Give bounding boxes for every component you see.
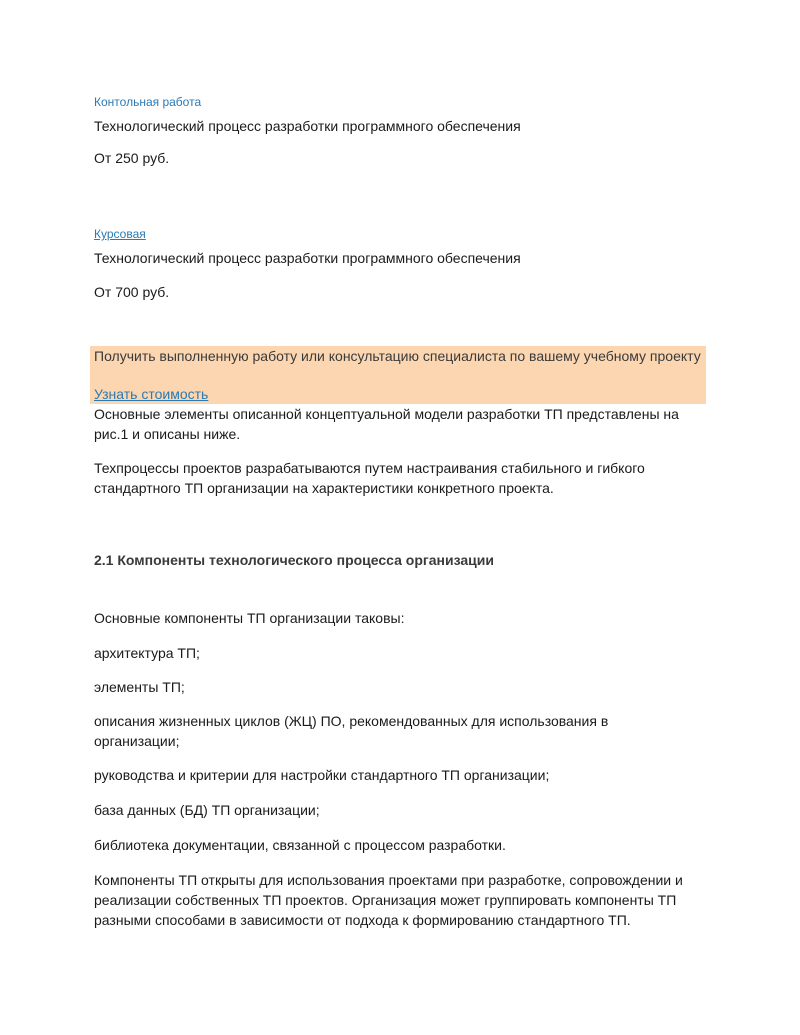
offer-title: Технологический процесс разработки программного обеспечения	[94, 118, 521, 134]
section-heading	[94, 550, 714, 570]
list-item	[94, 800, 714, 820]
offer-card-1	[94, 94, 714, 168]
offer-card-2	[94, 226, 714, 302]
section-title: 2.1 Компоненты технологического процесса организации	[94, 552, 494, 568]
list-item-text: описания жизненных циклов (ЖЦ) ПО, рекомендованных для использования в организации;	[94, 713, 609, 749]
list-item	[94, 643, 714, 663]
offer-price: От 700 руб.	[94, 284, 170, 300]
offer-price: От 250 руб.	[94, 150, 170, 166]
list-item	[94, 711, 694, 751]
paragraph-text: Основные элементы описанной концептуальной модели разработки ТП представлены на рис.1 и описаны ниже.	[94, 406, 679, 442]
promo-text: Получить выполненную работу или консультацию специалиста по вашему учебному проекту	[94, 348, 701, 364]
section-intro	[94, 608, 714, 628]
body-paragraph-2	[94, 458, 706, 498]
list-item-text: библиотека документации, связанной с процессом разработки.	[94, 837, 506, 853]
paragraph-text: Техпроцессы проектов разрабатываются путем настраивания стабильного и гибкого стандартного ТП организации на характеристики конкретного проекта.	[94, 460, 645, 496]
body-paragraph-1	[94, 404, 706, 444]
paragraph-text: Компоненты ТП открыты для использования проектами при разработке, сопровождении и реализации собственных ТП проектов. Организация может группировать компоненты ТП разными способами в зависимости от подхода к формированию стандартного ТП.	[94, 872, 683, 928]
intro-text: Основные компоненты ТП организации таковы:	[94, 610, 405, 626]
offer-category-link[interactable]: Контольная работа	[94, 95, 202, 109]
list-item	[94, 835, 714, 855]
list-item-text: элементы ТП;	[94, 679, 185, 695]
list-item-text: руководства и критерии для настройки стандартного ТП организации;	[94, 767, 550, 783]
get-price-link[interactable]: Узнать стоимость	[94, 386, 209, 402]
list-item	[94, 677, 714, 697]
list-item-text: база данных (БД) ТП организации;	[94, 802, 320, 818]
offer-category-link[interactable]: Курсовая	[94, 227, 146, 241]
list-item	[94, 765, 714, 785]
offer-title: Технологический процесс разработки программного обеспечения	[94, 250, 521, 266]
closing-paragraph	[94, 870, 716, 930]
list-item-text: архитектура ТП;	[94, 645, 200, 661]
